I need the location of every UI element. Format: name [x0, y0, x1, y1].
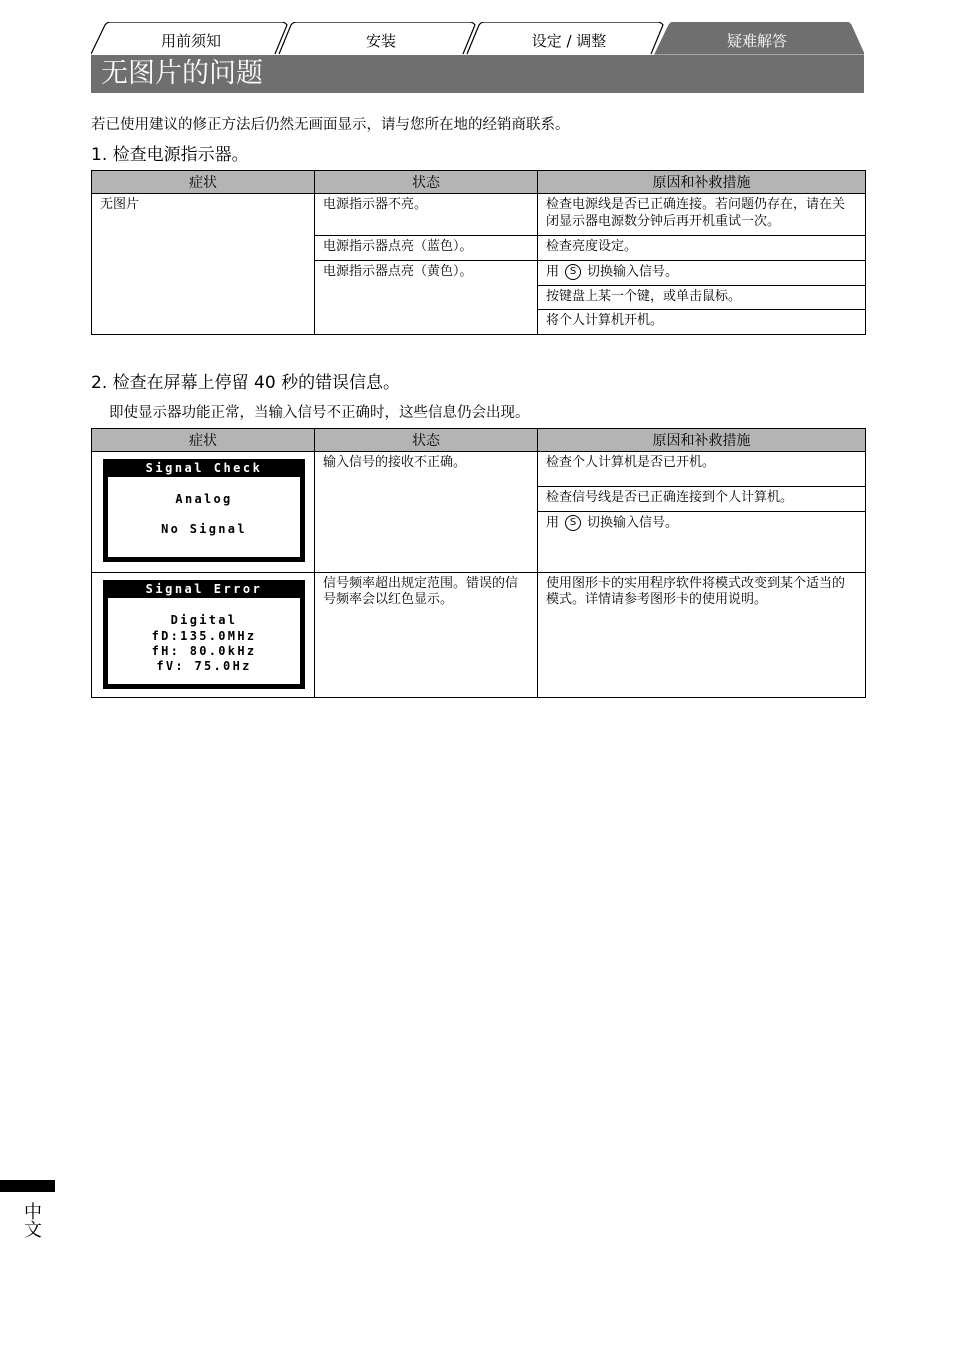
tab-installation[interactable]: 安装 — [365, 32, 396, 50]
error-message-table — [91, 428, 866, 698]
osd-body — [106, 596, 302, 686]
remedy-cell: 检查电源线是否已正确连接。若问题仍存在，请在关闭显示器电源数分钟后再开机重试一次。 — [538, 194, 866, 236]
osd-line: Analog — [175, 492, 233, 506]
tab-settings[interactable]: 设定 / 调整 — [531, 32, 607, 50]
remedy-cell: 将个人计算机开机。 — [538, 310, 866, 335]
osd-signal-check — [103, 459, 305, 562]
osd-line: fV: 75.0Hz — [156, 658, 252, 673]
table-header-row — [92, 171, 866, 194]
section2-intro: 即使显示器功能正常，当输入信号不正确时，这些信息仍会出现。 — [109, 405, 530, 421]
status-cell: 电源指示器点亮（黄色）。 — [315, 260, 538, 334]
remedy-cell: 按键盘上某一个键，或单击鼠标。 — [538, 285, 866, 310]
status-cell: 输入信号的接收不正确。 — [315, 452, 538, 573]
page-title-bar — [91, 55, 864, 93]
header-symptom: 症状 — [92, 171, 315, 194]
header-symptom: 症状 — [92, 429, 315, 452]
osd-line: fH: 80.0kHz — [151, 643, 257, 658]
header-remedy: 原因和补救措施 — [538, 429, 866, 452]
remedy-cell: 使用图形卡的实用程序软件将模式改变到某个适当的模式。详情请参考图形卡的使用说明。 — [538, 572, 866, 697]
section2-heading: 2. 检查在屏幕上停留 40 秒的错误信息。 — [91, 373, 401, 393]
language-label: 中文 — [21, 1202, 42, 1238]
osd-signal-error-cell — [92, 572, 315, 697]
osd-signal-error — [103, 580, 305, 689]
input-select-button-icon: S — [565, 264, 581, 280]
page-title: 无图片的问题 — [101, 58, 263, 89]
header-remedy: 原因和补救措施 — [538, 171, 866, 194]
remedy-suffix: 切换输入信号。 — [587, 515, 679, 530]
header-status: 状态 — [315, 171, 538, 194]
remedy-cell: 检查个人计算机是否已开机。 — [538, 452, 866, 487]
osd-title: Signal Error — [106, 583, 302, 596]
power-indicator-table — [91, 170, 866, 335]
header-status: 状态 — [315, 429, 538, 452]
tab-troubleshooting[interactable]: 疑难解答 — [726, 32, 787, 50]
status-cell: 信号频率超出规定范围。错误的信号频率会以红色显示。 — [315, 572, 538, 697]
language-marker-bar — [0, 1180, 55, 1192]
input-select-button-icon: S — [565, 515, 581, 531]
remedy-cell — [538, 260, 866, 285]
osd-body — [106, 475, 302, 559]
osd-line: Digital — [170, 612, 238, 627]
status-cell: 电源指示器不亮。 — [315, 194, 538, 236]
symptom-cell: 无图片 — [92, 194, 315, 335]
status-cell: 电源指示器点亮（蓝色）。 — [315, 236, 538, 261]
table-row — [92, 572, 866, 697]
table-row — [92, 194, 866, 236]
remedy-cell: 检查亮度设定。 — [538, 236, 866, 261]
osd-title: Signal Check — [106, 462, 302, 475]
remedy-prefix: 用 — [546, 515, 560, 530]
remedy-cell: 检查信号线是否已正确连接到个人计算机。 — [538, 487, 866, 512]
tab-before-use[interactable]: 用前须知 — [160, 32, 221, 50]
intro-text: 若已使用建议的修正方法后仍然无画面显示，请与您所在地的经销商联系。 — [91, 117, 570, 133]
table-header-row — [92, 429, 866, 452]
osd-line: fD:135.0MHz — [151, 628, 257, 643]
section-tabs — [91, 22, 864, 55]
remedy-prefix: 用 — [546, 264, 560, 279]
table-row — [92, 452, 866, 487]
remedy-cell — [538, 511, 866, 572]
section1-heading: 1. 检查电源指示器。 — [91, 145, 249, 165]
osd-signal-check-cell — [92, 452, 315, 573]
remedy-suffix: 切换输入信号。 — [587, 264, 679, 279]
osd-line: No Signal — [161, 522, 247, 536]
